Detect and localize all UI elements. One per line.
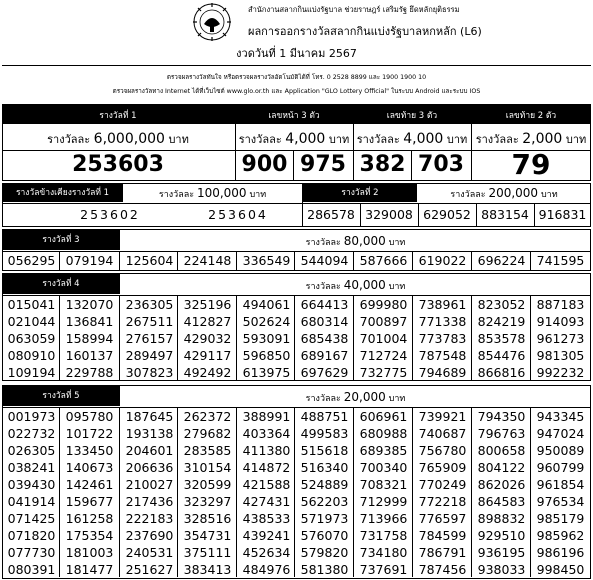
fifth-prize-number: 571973 xyxy=(300,511,349,526)
fifth-prize-number: 708321 xyxy=(359,477,408,492)
fifth-prize-number: 080391 xyxy=(7,562,56,577)
fifth-prize-number: 936195 xyxy=(477,545,526,560)
fifth-prize-number: 756780 xyxy=(418,443,467,458)
near-first-number: 253604 xyxy=(208,207,268,222)
fifth-prize-number: 929510 xyxy=(477,528,526,543)
fourth-prize-number: 325196 xyxy=(183,297,232,312)
fourth-prize-number: 732775 xyxy=(359,365,408,380)
back2-label: เลขท้าย 2 ตัว xyxy=(505,111,557,121)
fourth-prize-number: 160137 xyxy=(65,348,114,363)
fourth-prize-number: 429032 xyxy=(183,331,232,346)
fifth-prize-number: 515618 xyxy=(300,443,349,458)
divider xyxy=(2,251,591,252)
second-prize-number: 286578 xyxy=(307,207,355,222)
fifth-prize-number: 864583 xyxy=(477,494,526,509)
front3-number: 975 xyxy=(300,152,346,177)
fourth-prize-number: 021044 xyxy=(7,314,56,329)
fifth-prize-number: 804122 xyxy=(477,460,526,475)
fourth-prize-number: 680314 xyxy=(300,314,349,329)
draw-date: งวดวันที่ 1 มีนาคม 2567 xyxy=(236,47,357,60)
fourth-prize-number: 307823 xyxy=(125,365,174,380)
fourth-prize-number: 492492 xyxy=(183,365,232,380)
fifth-prize-number: 499583 xyxy=(300,426,349,441)
fifth-prize-number: 576070 xyxy=(300,528,349,543)
fifth-prize-number: 204601 xyxy=(125,443,174,458)
fifth-prize-number: 976534 xyxy=(536,494,585,509)
fifth-prize-number: 770249 xyxy=(418,477,467,492)
fifth-prize-number: 279682 xyxy=(183,426,232,441)
fifth-prize-number: 734180 xyxy=(359,545,408,560)
fifth-prize-number: 898832 xyxy=(477,511,526,526)
fifth-prize-number: 038241 xyxy=(7,460,56,475)
fifth-prize-number: 737691 xyxy=(359,562,408,577)
near-first-label: รางวัลข้างเคียงรางวัลที่ 1 xyxy=(2,184,123,202)
fourth-prize-number: 887183 xyxy=(536,297,585,312)
internet-check-note: ตรวจผลรางวัลทาง Internet ได้ที่เว็บไซต์ www.glo.or.th และ Application "GLO Lottery Official" ในระบบ Android และระบบ IOS xyxy=(112,88,481,95)
fourth-prize-number: 596850 xyxy=(242,348,291,363)
fifth-prize-number: 700340 xyxy=(359,460,408,475)
second-prize-number: 916831 xyxy=(538,207,587,222)
back3-number: 703 xyxy=(418,152,464,177)
fourth-prize-number: 854476 xyxy=(477,348,526,363)
fifth-prize-number: 960799 xyxy=(536,460,585,475)
near-first-amount: รางวัลละ 100,000 บาท xyxy=(158,186,267,200)
fifth-prize-number: 193138 xyxy=(125,426,174,441)
fifth-prize-number: 796763 xyxy=(477,426,526,441)
fifth-prize-number: 562203 xyxy=(300,494,349,509)
fourth-prize-number: 961273 xyxy=(536,331,585,346)
fifth-prize-number: 354731 xyxy=(183,528,232,543)
third-prize-number: 696224 xyxy=(477,253,526,268)
fifth-prize-label: รางวัลที่ 5 xyxy=(2,386,120,406)
third-prize-number: 056295 xyxy=(7,253,56,268)
third-prize-number: 079194 xyxy=(65,253,114,268)
third-prize-number: 741595 xyxy=(536,253,585,268)
fifth-prize-number: 077730 xyxy=(7,545,56,560)
fourth-prize-number: 773783 xyxy=(418,331,467,346)
third-prize-number: 336549 xyxy=(242,253,291,268)
fifth-prize-number: 187645 xyxy=(125,409,174,424)
divider xyxy=(2,407,591,408)
fifth-prize-number: 206636 xyxy=(125,460,174,475)
fifth-prize-number: 022732 xyxy=(7,426,56,441)
fifth-prize-number: 071820 xyxy=(7,528,56,543)
fifth-prize-number: 488751 xyxy=(300,409,349,424)
fifth-prize-number: 680988 xyxy=(359,426,408,441)
fifth-prize-number: 388991 xyxy=(242,409,291,424)
fourth-prize-number: 267511 xyxy=(125,314,174,329)
fifth-prize-number: 772218 xyxy=(418,494,467,509)
fifth-prize-number: 986196 xyxy=(536,545,585,560)
first-prize-label: รางวัลที่ 1 xyxy=(99,111,137,121)
third-prize-number: 544094 xyxy=(300,253,349,268)
fifth-prize-number: 310154 xyxy=(183,460,232,475)
fourth-prize-number: 136841 xyxy=(65,314,114,329)
fourth-prize-number: 015041 xyxy=(7,297,56,312)
fifth-prize-number: 161258 xyxy=(65,511,114,526)
fourth-prize-number: 289497 xyxy=(125,348,174,363)
fourth-prize-label: รางวัลที่ 4 xyxy=(2,274,120,294)
fifth-prize-amount: รางวัลละ 20,000 บาท xyxy=(305,390,406,404)
glo-seal-icon xyxy=(192,2,232,42)
fourth-prize-number: 689167 xyxy=(300,348,349,363)
fifth-prize-number: 524889 xyxy=(300,477,349,492)
fifth-prize-number: 403364 xyxy=(242,426,291,441)
front3-number: 900 xyxy=(241,152,288,177)
fifth-prize-number: 262372 xyxy=(183,409,232,424)
near-first-number: 253602 xyxy=(80,207,140,222)
fifth-prize-number: 786791 xyxy=(418,545,467,560)
fifth-prize-number: 579820 xyxy=(300,545,349,560)
third-prize-number: 125604 xyxy=(125,253,174,268)
fifth-prize-number: 712999 xyxy=(359,494,408,509)
fourth-prize-number: 494061 xyxy=(242,297,291,312)
back3-amount: รางวัลละ 4,000 บาท xyxy=(356,131,468,147)
fourth-prize-number: 738961 xyxy=(418,297,467,312)
fourth-prize-number: 824219 xyxy=(477,314,526,329)
fifth-prize-number: 071425 xyxy=(7,511,56,526)
fifth-prize-number: 998450 xyxy=(536,562,585,577)
fifth-prize-number: 181477 xyxy=(65,562,114,577)
fourth-prize-number: 699980 xyxy=(359,297,408,312)
fifth-prize-number: 689385 xyxy=(359,443,408,458)
fifth-prize-number: 101722 xyxy=(65,426,114,441)
front3-label: เลขหน้า 3 ตัว xyxy=(268,111,320,121)
fifth-prize-number: 414872 xyxy=(242,460,291,475)
fifth-prize-number: 581380 xyxy=(300,562,349,577)
fifth-prize-number: 739921 xyxy=(418,409,467,424)
fourth-prize-number: 276157 xyxy=(125,331,174,346)
fifth-prize-number: 961854 xyxy=(536,477,585,492)
fifth-prize-number: 001973 xyxy=(7,409,56,424)
front3-amount: รางวัลละ 4,000 บาท xyxy=(238,131,350,147)
fifth-prize-number: 133450 xyxy=(65,443,114,458)
fourth-prize-number: 794689 xyxy=(418,365,467,380)
third-prize-label: รางวัลที่ 3 xyxy=(2,230,120,250)
fifth-prize-number: 323297 xyxy=(183,494,232,509)
fourth-prize-number: 853578 xyxy=(477,331,526,346)
fifth-prize-number: 237690 xyxy=(125,528,174,543)
fifth-prize-number: 794350 xyxy=(477,409,526,424)
divider xyxy=(2,295,591,296)
back3-label: เลขท้าย 3 ตัว xyxy=(386,111,438,121)
fourth-prize-number: 080910 xyxy=(7,348,56,363)
fifth-prize-number: 140673 xyxy=(65,460,114,475)
fifth-prize-number: 947024 xyxy=(536,426,585,441)
fifth-prize-number: 427431 xyxy=(242,494,291,509)
third-prize-number: 619022 xyxy=(418,253,467,268)
fifth-prize-number: 784599 xyxy=(418,528,467,543)
fifth-prize-number: 452634 xyxy=(242,545,291,560)
fourth-prize-number: 712724 xyxy=(359,348,408,363)
fifth-prize-number: 776597 xyxy=(418,511,467,526)
fifth-prize-number: 320599 xyxy=(183,477,232,492)
fifth-prize-number: 283585 xyxy=(183,443,232,458)
fourth-prize-number: 063059 xyxy=(7,331,56,346)
fourth-prize-number: 158994 xyxy=(65,331,114,346)
fifth-prize-number: 222183 xyxy=(125,511,174,526)
fifth-prize-number: 026305 xyxy=(7,443,56,458)
fifth-prize-number: 516340 xyxy=(300,460,349,475)
fifth-prize-number: 328516 xyxy=(183,511,232,526)
fourth-prize-number: 685438 xyxy=(300,331,349,346)
second-prize-number: 329008 xyxy=(365,207,413,222)
fifth-prize-number: 375111 xyxy=(183,545,232,560)
fifth-prize-number: 985179 xyxy=(536,511,585,526)
fourth-prize-number: 914093 xyxy=(536,314,585,329)
fifth-prize-number: 411380 xyxy=(242,443,291,458)
fifth-prize-number: 943345 xyxy=(536,409,585,424)
fifth-prize-number: 383413 xyxy=(183,562,232,577)
fourth-prize-number: 787548 xyxy=(418,348,467,363)
fifth-prize-number: 862026 xyxy=(477,477,526,492)
fifth-prize-number: 938033 xyxy=(477,562,526,577)
fifth-prize-number: 041914 xyxy=(7,494,56,509)
fifth-prize-number: 800658 xyxy=(477,443,526,458)
fifth-prize-number: 210027 xyxy=(125,477,174,492)
third-prize-amount: รางวัลละ 80,000 บาท xyxy=(305,234,406,248)
fourth-prize-number: 697629 xyxy=(300,365,349,380)
fifth-prize-number: 039430 xyxy=(7,477,56,492)
fifth-prize-number: 181003 xyxy=(65,545,114,560)
fourth-prize-number: 981305 xyxy=(536,348,585,363)
header xyxy=(2,0,591,60)
fourth-prize-number: 502624 xyxy=(242,314,291,329)
fourth-prize-number: 992232 xyxy=(536,365,585,380)
fifth-prize-number: 159677 xyxy=(65,494,114,509)
divider xyxy=(2,65,591,66)
fifth-prize-number: 787456 xyxy=(418,562,467,577)
fourth-prize-number: 866816 xyxy=(477,365,526,380)
fifth-prize-number: 713966 xyxy=(359,511,408,526)
fifth-prize-number: 606961 xyxy=(359,409,408,424)
back2-amount: รางวัลละ 2,000 บาท xyxy=(475,131,587,147)
fifth-prize-number: 950089 xyxy=(536,443,585,458)
fourth-prize-number: 664413 xyxy=(300,297,349,312)
first-prize-amount: รางวัลละ 6,000,000 บาท xyxy=(47,131,189,147)
fourth-prize-number: 593091 xyxy=(242,331,291,346)
fifth-prize-number: 731758 xyxy=(359,528,408,543)
third-prize-number: 587666 xyxy=(359,253,408,268)
fifth-prize-number: 095780 xyxy=(65,409,114,424)
fifth-prize-number: 985962 xyxy=(536,528,585,543)
fourth-prize-number: 109194 xyxy=(7,365,56,380)
fourth-prize-number: 229788 xyxy=(65,365,114,380)
fourth-prize-number: 771338 xyxy=(418,314,467,329)
page-title: ผลการออกรางวัลสลากกินแบ่งรัฐบาลหกหลัก (L6) xyxy=(248,25,482,38)
fifth-prize-number: 421588 xyxy=(242,477,291,492)
second-prize-amount: รางวัลละ 200,000 บาท xyxy=(450,186,558,200)
fifth-prize-number: 175354 xyxy=(65,528,114,543)
fifth-prize-number: 217436 xyxy=(125,494,174,509)
first-prize-number: 253603 xyxy=(72,152,164,177)
divider xyxy=(2,203,591,204)
second-prize-number: 629052 xyxy=(423,207,471,222)
fifth-prize-number: 439241 xyxy=(242,528,291,543)
fifth-prize-number: 142461 xyxy=(65,477,114,492)
fifth-prize-number: 484976 xyxy=(242,562,291,577)
second-prize-number: 883154 xyxy=(481,207,529,222)
phone-check-note: ตรวจผลรางวัลทันใจ หรือตรวจผลรางวัลอัตโนมัติได้ที่ โทร. 0 2528 8899 และ 1900 1900 10 xyxy=(166,74,427,81)
fifth-prize-number: 438533 xyxy=(242,511,291,526)
fourth-prize-number: 700897 xyxy=(359,314,408,329)
fourth-prize-number: 236305 xyxy=(125,297,174,312)
fourth-prize-number: 823052 xyxy=(477,297,526,312)
back3-number: 382 xyxy=(359,152,406,177)
fourth-prize-number: 132070 xyxy=(65,297,114,312)
back2-number: 79 xyxy=(511,148,551,181)
fifth-prize-number: 240531 xyxy=(125,545,174,560)
agency-name: สำนักงานสลากกินแบ่งรัฐบาล ช่วยราษฎร์ เสริมรัฐ ยึดหลักยุติธรรม xyxy=(248,5,460,14)
fourth-prize-amount: รางวัลละ 40,000 บาท xyxy=(305,278,406,292)
fifth-prize-number: 251627 xyxy=(125,562,174,577)
fifth-prize-number: 765909 xyxy=(418,460,467,475)
fourth-prize-number: 701004 xyxy=(359,331,408,346)
fourth-prize-number: 412827 xyxy=(183,314,232,329)
fourth-prize-number: 613975 xyxy=(242,365,291,380)
second-prize-label: รางวัลที่ 2 xyxy=(303,184,417,202)
third-prize-number: 224148 xyxy=(183,253,232,268)
fourth-prize-number: 429117 xyxy=(183,348,232,363)
fifth-prize-number: 740687 xyxy=(418,426,467,441)
